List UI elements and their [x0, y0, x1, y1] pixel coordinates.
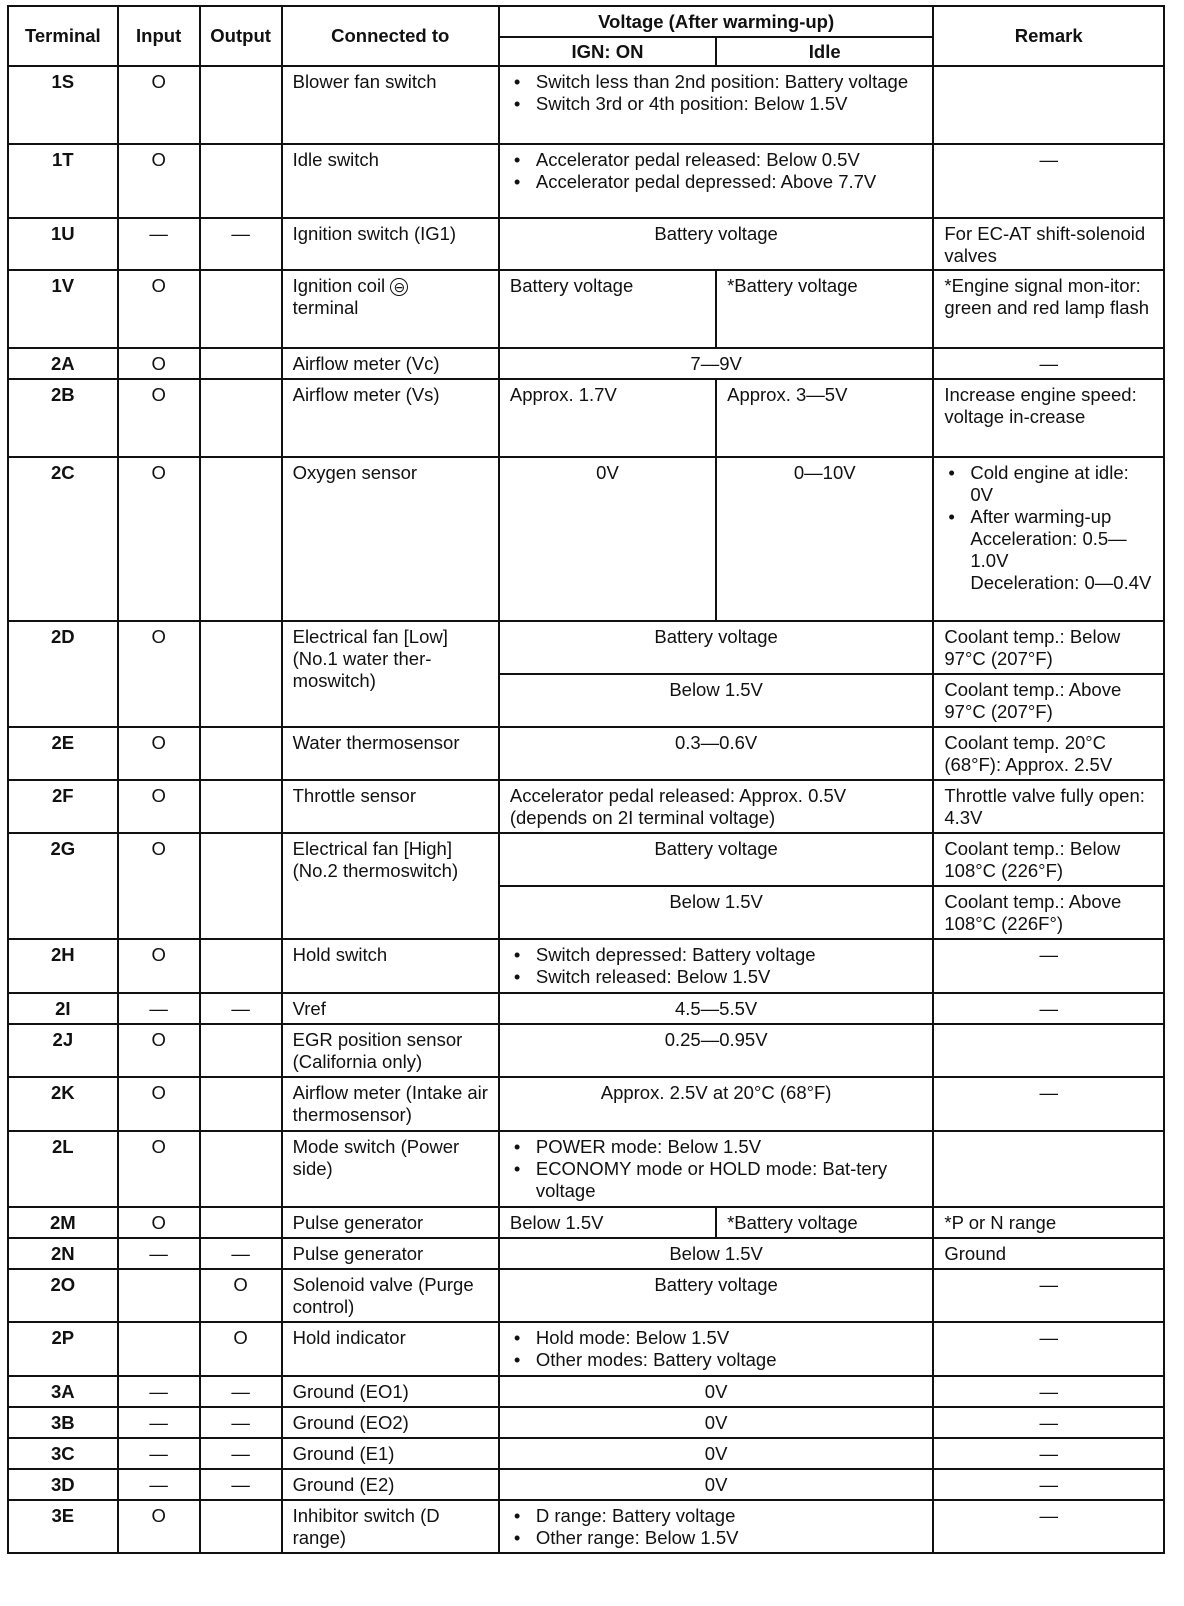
input-cell: O	[118, 1024, 200, 1077]
output-cell	[200, 144, 282, 218]
idle-cell: *Battery voltage	[716, 270, 933, 348]
voltage-bullet: • Accelerator pedal depressed: Above 7.7V	[536, 171, 925, 193]
voltage-cell: 0.25—0.95V	[499, 1024, 934, 1077]
input-cell: O	[118, 1077, 200, 1131]
terminal-cell: 3C	[8, 1438, 118, 1469]
idle-cell: *Battery voltage	[716, 1207, 933, 1238]
terminal-cell: 2K	[8, 1077, 118, 1131]
terminal-cell: 2B	[8, 379, 118, 457]
connected-to-cell: Ignition switch (IG1)	[282, 218, 499, 270]
remark-cell: —	[933, 993, 1164, 1024]
terminal-cell: 3D	[8, 1469, 118, 1500]
terminal-cell: 2M	[8, 1207, 118, 1238]
header-row	[8, 6, 1164, 37]
output-cell: —	[200, 218, 282, 270]
voltage-cell: Battery voltage	[499, 833, 934, 886]
table-row	[8, 1469, 1164, 1500]
output-cell	[200, 457, 282, 621]
output-cell	[200, 939, 282, 993]
input-cell: O	[118, 66, 200, 144]
voltage-cell: Battery voltage	[499, 621, 934, 674]
input-cell: O	[118, 144, 200, 218]
table-row	[8, 1238, 1164, 1269]
voltage-cell	[499, 1322, 934, 1376]
remark-cell: —	[933, 1077, 1164, 1131]
input-cell: O	[118, 379, 200, 457]
terminal-cell: 1S	[8, 66, 118, 144]
connected-to-cell: Idle switch	[282, 144, 499, 218]
remark-cell: —	[933, 348, 1164, 379]
header-idle: Idle	[716, 37, 933, 66]
voltage-cell	[499, 1500, 934, 1553]
voltage-cell: Approx. 2.5V at 20°C (68°F)	[499, 1077, 934, 1131]
output-cell: —	[200, 993, 282, 1024]
input-cell: O	[118, 270, 200, 348]
output-cell	[200, 621, 282, 727]
terminal-cell: 2E	[8, 727, 118, 780]
input-cell: O	[118, 457, 200, 621]
voltage-cell	[499, 1131, 934, 1207]
table-row	[8, 621, 1164, 674]
terminal-cell: 3E	[8, 1500, 118, 1553]
output-cell: —	[200, 1407, 282, 1438]
ign-on-cell: Below 1.5V	[499, 1207, 716, 1238]
table-row	[8, 270, 1164, 348]
output-cell	[200, 833, 282, 939]
remark-cell	[933, 1131, 1164, 1207]
connected-to-cell: Inhibitor switch (D range)	[282, 1500, 499, 1553]
terminal-cell: 2P	[8, 1322, 118, 1376]
input-cell: O	[118, 727, 200, 780]
remark-cell	[933, 1024, 1164, 1077]
output-cell	[200, 270, 282, 348]
input-cell: O	[118, 1207, 200, 1238]
voltage-cell: 4.5—5.5V	[499, 993, 934, 1024]
connected-to-cell: Throttle sensor	[282, 780, 499, 833]
voltage-cell: 0V	[499, 1469, 934, 1500]
remark-cell: —	[933, 1407, 1164, 1438]
table-row	[8, 348, 1164, 379]
input-cell: —	[118, 1469, 200, 1500]
remark-cell	[933, 457, 1164, 621]
table-row	[8, 1131, 1164, 1207]
remark-cell	[933, 66, 1164, 144]
remark-cell: —	[933, 939, 1164, 993]
remark-cell: For EC-AT shift-solenoid valves	[933, 218, 1164, 270]
table-row	[8, 727, 1164, 780]
connected-to-cell: Ground (E1)	[282, 1438, 499, 1469]
table-row	[8, 1376, 1164, 1407]
voltage-cell: Below 1.5V	[499, 886, 934, 939]
voltage-cell	[499, 66, 934, 144]
input-cell: O	[118, 621, 200, 727]
input-cell: —	[118, 993, 200, 1024]
table-row	[8, 1269, 1164, 1322]
connected-to-cell: Airflow meter (Intake air thermosensor)	[282, 1077, 499, 1131]
connected-to-cell: Solenoid valve (Purge control)	[282, 1269, 499, 1322]
header-connected-to: Connected to	[282, 6, 499, 66]
table-row	[8, 379, 1164, 457]
connected-to-cell: Vref	[282, 993, 499, 1024]
remark-cell: —	[933, 1438, 1164, 1469]
connected-to-cell: Ground (EO1)	[282, 1376, 499, 1407]
voltage-cell: 0V	[499, 1407, 934, 1438]
header-input: Input	[118, 6, 200, 66]
voltage-cell: Battery voltage	[499, 218, 934, 270]
voltage-cell: Battery voltage	[499, 1269, 934, 1322]
connected-to-cell: Ground (EO2)	[282, 1407, 499, 1438]
voltage-bullet: • Hold mode: Below 1.5V	[536, 1327, 925, 1349]
input-cell: —	[118, 1407, 200, 1438]
ign-on-cell: 0V	[499, 457, 716, 621]
remark-cell: *Engine signal mon-itor: green and red lamp flash	[933, 270, 1164, 348]
output-cell	[200, 1500, 282, 1553]
voltage-bullet: • Switch 3rd or 4th position: Below 1.5V	[536, 93, 925, 115]
remark-bullet	[970, 506, 1155, 594]
remark-cell: —	[933, 1500, 1164, 1553]
remark-cell: —	[933, 1322, 1164, 1376]
terminal-cell: 2I	[8, 993, 118, 1024]
terminal-cell: 1T	[8, 144, 118, 218]
header-remark: Remark	[933, 6, 1164, 66]
output-cell: —	[200, 1438, 282, 1469]
output-cell	[200, 66, 282, 144]
input-cell	[118, 1269, 200, 1322]
connected-to-text: Ignition coil	[292, 275, 386, 296]
connected-to-cell: Electrical fan [High] (No.2 thermoswitch)	[282, 833, 499, 939]
voltage-bullet: • Other modes: Battery voltage	[536, 1349, 925, 1371]
header-output: Output	[200, 6, 282, 66]
terminal-cell: 2A	[8, 348, 118, 379]
table-row	[8, 1207, 1164, 1238]
table-row	[8, 218, 1164, 270]
input-cell	[118, 1322, 200, 1376]
remark-cell: Coolant temp. 20°C (68°F): Approx. 2.5V	[933, 727, 1164, 780]
voltage-bullet: • ECONOMY mode or HOLD mode: Bat-tery voltage	[536, 1158, 925, 1202]
table-row	[8, 457, 1164, 621]
input-cell: O	[118, 939, 200, 993]
output-cell: —	[200, 1469, 282, 1500]
header-voltage-group: Voltage (After warming-up)	[499, 6, 934, 37]
output-cell: O	[200, 1322, 282, 1376]
connected-to-cell: Mode switch (Power side)	[282, 1131, 499, 1207]
table-row	[8, 833, 1164, 886]
input-cell: —	[118, 1438, 200, 1469]
terminal-cell: 2D	[8, 621, 118, 727]
terminal-cell: 2O	[8, 1269, 118, 1322]
connected-to-cell: Airflow meter (Vc)	[282, 348, 499, 379]
remark-cell: Throttle valve fully open: 4.3V	[933, 780, 1164, 833]
idle-cell: 0—10V	[716, 457, 933, 621]
ign-on-cell: Approx. 1.7V	[499, 379, 716, 457]
idle-cell: Approx. 3—5V	[716, 379, 933, 457]
remark-cell: *P or N range	[933, 1207, 1164, 1238]
input-cell: O	[118, 1500, 200, 1553]
connected-to-cell: EGR position sensor (California only)	[282, 1024, 499, 1077]
table-row	[8, 1407, 1164, 1438]
remark-cell: —	[933, 1469, 1164, 1500]
table-row	[8, 1322, 1164, 1376]
output-cell	[200, 1024, 282, 1077]
remark-cell: Coolant temp.: Above 108°C (226F°)	[933, 886, 1164, 939]
remark-cell: —	[933, 144, 1164, 218]
terminal-cell: 2F	[8, 780, 118, 833]
terminal-cell: 1U	[8, 218, 118, 270]
voltage-bullet: • D range: Battery voltage	[536, 1505, 925, 1527]
terminal-cell: 2H	[8, 939, 118, 993]
output-cell	[200, 379, 282, 457]
remark-cell: Ground	[933, 1238, 1164, 1269]
ign-on-cell: Battery voltage	[499, 270, 716, 348]
voltage-bullet: • Other range: Below 1.5V	[536, 1527, 925, 1549]
voltage-cell	[499, 144, 934, 218]
table-row	[8, 993, 1164, 1024]
connected-to-cell: Ground (E2)	[282, 1469, 499, 1500]
ecu-terminal-voltage-table	[7, 5, 1165, 1554]
remark-text: Acceleration: 0.5—1.0V	[970, 528, 1127, 571]
terminal-cell: 2C	[8, 457, 118, 621]
output-cell: O	[200, 1269, 282, 1322]
terminal-cell: 3B	[8, 1407, 118, 1438]
table-row	[8, 1438, 1164, 1469]
output-cell	[200, 1131, 282, 1207]
header-ign-on: IGN: ON	[499, 37, 716, 66]
table-row	[8, 144, 1164, 218]
header-terminal: Terminal	[8, 6, 118, 66]
connected-to-cell: Water thermosensor	[282, 727, 499, 780]
connected-to-cell: Oxygen sensor	[282, 457, 499, 621]
table-row	[8, 1077, 1164, 1131]
remark-cell: Coolant temp.: Below 108°C (226°F)	[933, 833, 1164, 886]
output-cell	[200, 1077, 282, 1131]
remark-cell: Coolant temp.: Below 97°C (207°F)	[933, 621, 1164, 674]
terminal-cell: 2G	[8, 833, 118, 939]
coil-minus-icon: ⊖	[390, 278, 408, 296]
connected-to-cell: Airflow meter (Vs)	[282, 379, 499, 457]
remark-cell: Increase engine speed: voltage in-crease	[933, 379, 1164, 457]
input-cell: —	[118, 1238, 200, 1269]
voltage-cell: Accelerator pedal released: Approx. 0.5V (depends on 2I terminal voltage)	[499, 780, 934, 833]
input-cell: O	[118, 780, 200, 833]
terminal-cell: 2J	[8, 1024, 118, 1077]
input-cell: —	[118, 218, 200, 270]
connected-to-cell: Hold switch	[282, 939, 499, 993]
voltage-bullet: • Switch less than 2nd position: Battery voltage	[536, 71, 925, 93]
terminal-cell: 2N	[8, 1238, 118, 1269]
output-cell	[200, 1207, 282, 1238]
input-cell: O	[118, 1131, 200, 1207]
output-cell	[200, 780, 282, 833]
voltage-cell	[499, 939, 934, 993]
terminal-cell: 1V	[8, 270, 118, 348]
terminal-cell: 2L	[8, 1131, 118, 1207]
table-row	[8, 1500, 1164, 1553]
voltage-bullet: • Switch released: Below 1.5V	[536, 966, 925, 988]
connected-to-text: terminal	[292, 297, 359, 318]
voltage-cell: Below 1.5V	[499, 674, 934, 727]
voltage-cell: 0V	[499, 1438, 934, 1469]
table-row	[8, 780, 1164, 833]
terminal-cell: 3A	[8, 1376, 118, 1407]
table-row	[8, 1024, 1164, 1077]
voltage-bullet: • POWER mode: Below 1.5V	[536, 1136, 925, 1158]
remark-text: Deceleration: 0—0.4V	[970, 572, 1152, 593]
input-cell: O	[118, 833, 200, 939]
output-cell: —	[200, 1238, 282, 1269]
remark-cell: —	[933, 1269, 1164, 1322]
connected-to-cell: Hold indicator	[282, 1322, 499, 1376]
table-row	[8, 939, 1164, 993]
remark-text: • After warming-up	[970, 506, 1112, 527]
table-row	[8, 66, 1164, 144]
connected-to-cell: Blower fan switch	[282, 66, 499, 144]
input-cell: O	[118, 348, 200, 379]
connected-to-cell: Pulse generator	[282, 1207, 499, 1238]
output-cell	[200, 348, 282, 379]
connected-to-cell	[282, 270, 499, 348]
output-cell	[200, 727, 282, 780]
remark-cell: —	[933, 1376, 1164, 1407]
voltage-cell: 0.3—0.6V	[499, 727, 934, 780]
connected-to-cell: Pulse generator	[282, 1238, 499, 1269]
connected-to-cell: Electrical fan [Low] (No.1 water ther-moswitch)	[282, 621, 499, 727]
remark-bullet: • Cold engine at idle: 0V	[970, 462, 1155, 506]
voltage-bullet: • Switch depressed: Battery voltage	[536, 944, 925, 966]
input-cell: —	[118, 1376, 200, 1407]
remark-cell: Coolant temp.: Above 97°C (207°F)	[933, 674, 1164, 727]
voltage-cell: 7—9V	[499, 348, 934, 379]
voltage-cell: 0V	[499, 1376, 934, 1407]
voltage-bullet: • Accelerator pedal released: Below 0.5V	[536, 149, 925, 171]
voltage-cell: Below 1.5V	[499, 1238, 934, 1269]
output-cell: —	[200, 1376, 282, 1407]
